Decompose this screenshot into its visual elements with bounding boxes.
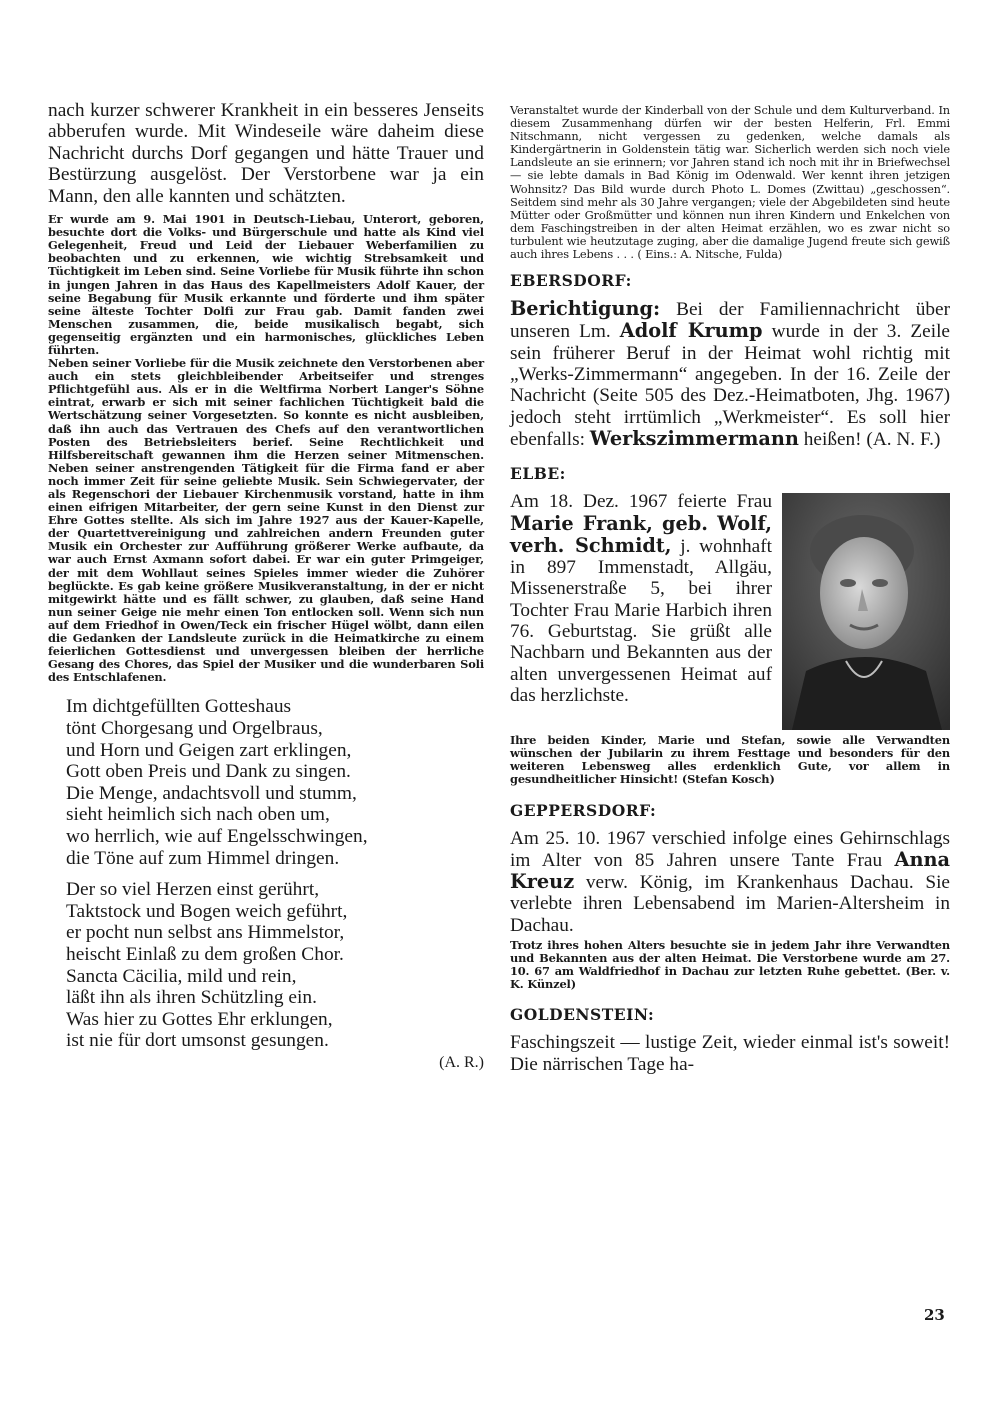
ebersdorf-text-b: wurde in der 3. Zeile sein früherer Beruf in der Heimat wohl richtig mit „Werks-Zimmermann“ angegeben. In der 16. Zeile der Nachricht (Seite 505 des Dez.-Heimatboten, Jhg. 1967) jedoch steht irrtümlich „Werkmeister“. Es soll hier ebenfalls: <box>510 321 950 450</box>
geppersdorf-small-paragraph: Trotz ihres hohen Alters besuchte sie in jedem Jahr ihre Verwandten und Bekannten aus der alten Heimat. Die Verstorbene wurde am 27. 10. 67 am Waldfriedhof in Dachau zur letzten Ruhe gebettet. (Ber. v. K. Künzel) <box>510 938 950 992</box>
poem-line: er pocht nun selbst ans Himmelstor, <box>66 922 345 944</box>
heading-elbe: ELBE: <box>510 464 566 484</box>
elbe-text-b: j. wohnhaft in 897 Immenstadt, Allgäu, Missenerstraße 5, bei ihrer Tochter Frau Marie Harbich ihren 76. Geburtstag. Sie grüßt alle Nachbarn und Bekannten aus der alten unvergessenen Heimat auf das herzlichste. <box>510 535 772 706</box>
kinderball-paragraph: Veranstaltet wurde der Kinderball von der Schule und dem Kulturverband. In diesem Zusammenhang dürfen wir der besten Helferin, Frl. Emmi Nitschmann, nicht vergessen zu gedenken, welche damals als Kindergärtnerin in Goldenstein tätig war. Sicherlich werden sich noch viele Landsleute an sie erinnern; vor Jahren stand ich noch mit ihr in Briefwechsel — sie lebte damals in Bad König im Odenwald. Wer kennt ihren jetzigen Wohnsitz? Das Bild wurde durch Photo L. Domes (Zwittau) „geschossen“. Seitdem sind mehr als 30 Jahre vergangen; viele der Abgebildeten sind heute Mütter oder Großmütter und können nun ihren Kindern und Enkelchen von dem Faschingstreiben in der alten Heimat erzählen, wo es zwar nicht so turbulent wie heutzutage zuging, aber die damalige Jugend freute sich gewiß auch ihres Lebens . . . ( Eins.: A. Nitsche, Fulda) <box>510 103 950 262</box>
goldenstein-text: Faschingszeit — lustige Zeit, wieder einmal ist's soweit! Die närrischen Tage ha- <box>510 1032 950 1075</box>
poem-line: Was hier zu Gottes Ehr erklungen, <box>66 1008 333 1030</box>
poem-line: Im dichtgefüllten Gotteshaus <box>66 696 292 718</box>
obituary-lead: nach kurzer schwerer Krankheit in ein besseres Jenseits abberufen wurde. Mit Windeseile wäre daheim diese Nachricht durchs Dorf gegangen und hätte Trauer und Bestürzung ausgelöst. Der Verstorbene war ja ein Mann, den alle kannten und schätzten. <box>48 100 484 207</box>
portrait-photo <box>782 493 950 730</box>
poem-line: Taktstock und Bogen weich geführt, <box>66 900 348 922</box>
geppersdorf-text-b: verw. König, im Krankenhaus Dachau. Sie verlebte ihren Lebensabend im Marien-Altersheim in Dachau. <box>510 872 950 936</box>
poem-line: läßt ihn als ihren Schützling ein. <box>66 987 317 1009</box>
poem <box>66 696 484 1052</box>
ebersdorf-text-a: Bei der Familiennachricht über unseren Lm. <box>510 299 950 343</box>
ebersdorf-text <box>510 298 950 450</box>
poem-line: wo herrlich, wie auf Engelsschwingen, <box>66 825 368 847</box>
poem-line: Der so viel Herzen einst gerührt, <box>66 879 320 901</box>
poem-line: und Horn und Geigen zart erklingen, <box>66 739 352 761</box>
geppersdorf-text-a: Am 25. 10. 1967 verschied infolge eines Gehirnschlags im Alter von 85 Jahren unsere Tante Frau <box>510 827 950 871</box>
poem-line: heischt Einlaß zu dem großen Chor. <box>66 943 344 965</box>
elbe-section <box>510 491 950 734</box>
ebersdorf-text-c: heißen! (A. N. F.) <box>798 428 941 450</box>
heading-ebersdorf: EBERSDORF: <box>510 271 632 291</box>
geppersdorf-text <box>510 828 950 936</box>
portrait-photo-graphic <box>782 493 950 730</box>
heading-goldenstein: GOLDENSTEIN: <box>510 1005 655 1025</box>
poem-line: ist nie für dort umsonst gesungen. <box>66 1030 329 1052</box>
elbe-text-a: Am 18. Dez. 1967 feierte Frau <box>510 491 772 513</box>
poem-line: sieht heimlich sich nach oben um, <box>66 804 330 826</box>
obituary-paragraph-1: Er wurde am 9. Mai 1901 in Deutsch-Liebau, Unterort, geboren, besuchte dort die Volks- und Bürgerschule und hatte als Kind viel Gelegenheit, Freud und Leid der Liebauer Weberfamilien zu beobachten und zu erkennen, wie wichtig Strebsamkeit und Tüchtigkeit im Leben sind. Seine Vorliebe für Musik führte ihn schon in jungen Jahren in das Haus des Kapellmeisters Adolf Kauer, der seine Begabung für Musik erkannte und förderte und ihm später seine älteste Tochter Dolfi zur Frau gab. Damit fanden zwei Menschen zusammen, die, beide musikalisch begabt, sich gegenseitig ergänzten und ein harmonisches, glückliches Leben führten. <box>48 212 484 357</box>
obituary-paragraph-2: Neben seiner Vorliebe für die Musik zeichnete den Verstorbenen aber auch ein stets gleichbleibender Arbeitseifer und strenges Pflichtgefühl aus. Als er in die Weltfirma Norbert Langer's Söhne eintrat, erwarb er sich mit seiner fachlichen Tüchtigkeit bald die Wertschätzung seiner Vorgesetzten. So konnte es nicht ausbleiben, daß ihn auch das Vertrauen des Chefs auf den verantwortlichen Posten des Betriebsleiters berief. Seine Rechtlichkeit und Hilfsbereitschaft gewannen ihm die Herzen seiner Mitmenschen. Neben seiner anstrengenden Tätigkeit für die Firma fand er aber noch immer Zeit für seine geliebte Musik. Sein Schwiegervater, der als Regenschori der Liebauer Kirchenmusik vorstand, hatte in ihm einen eifrigen Mitarbeiter, der gern seine Kunst in den Dienst zur Ehre Gottes stellte. Als sich im Jahre 1927 aus der Kauer-Kapelle, der Quartettvereinigung und zahlreichen andern Freunden guter Musik ein Orchester zur Aufführung größerer Werke aufbaute, da war auch Ernst Axmann sofort dabei. Er war ein guter Primgeiger, der mit dem Wohllaut seines Spieles immer wieder die Zuhörer beglückte. Es gab keine größere Musikveranstaltung, in der er nicht mitgewirkt hätte und es fällt schwer, zu glauben, daß seine Hand nun seiner Geige nie mehr einen Ton entlocken soll. Wenn sich nun auf dem Friedhof in Owen/Teck ein frischer Hügel wölbt, dann eilen die Gedanken der Landsleute zurück in die Heimatkirche zu einem feierlichen Gottesdienst und unvergessen bleiben der herrliche Gesang des Chores, das Spiel der Musiker und die wunderbaren Soli des Entschlafenen. <box>48 356 484 685</box>
ebersdorf-name-1: Adolf Krump <box>619 319 763 343</box>
stanza-gap <box>66 869 484 879</box>
left-column <box>48 100 484 1072</box>
page-number: 23 <box>924 1306 945 1324</box>
elbe-name: Marie Frank, geb. Wolf, verh. Schmidt, <box>510 511 772 557</box>
right-column <box>510 100 950 1075</box>
poem-line: Die Menge, andachtsvoll und stumm, <box>66 782 357 804</box>
poem-line: die Töne auf zum Himmel dringen. <box>66 847 340 869</box>
poem-line: Sancta Cäcilia, mild und rein, <box>66 965 297 987</box>
elbe-small-paragraph: Ihre beiden Kinder, Marie und Stefan, sowie alle Verwandten wünschen der Jubilarin zu ihrem Festtage und besonders für den weiteren Lebensweg alles erdenklich Gute, vor allem in gesundheitlicher Hinsicht! (Stefan Kosch) <box>510 733 950 787</box>
poem-line: Gott oben Preis und Dank zu singen. <box>66 761 351 783</box>
ebersdorf-name-2: Werkszimmermann <box>589 426 799 450</box>
heading-geppersdorf: GEPPERSDORF: <box>510 800 657 820</box>
ebersdorf-label: Berichtigung: <box>510 297 661 321</box>
geppersdorf-name: Anna Kreuz <box>510 847 950 894</box>
poem-signature: (A. R.) <box>439 1053 484 1071</box>
poem-line: tönt Chorgesang und Orgelbraus, <box>66 718 323 739</box>
